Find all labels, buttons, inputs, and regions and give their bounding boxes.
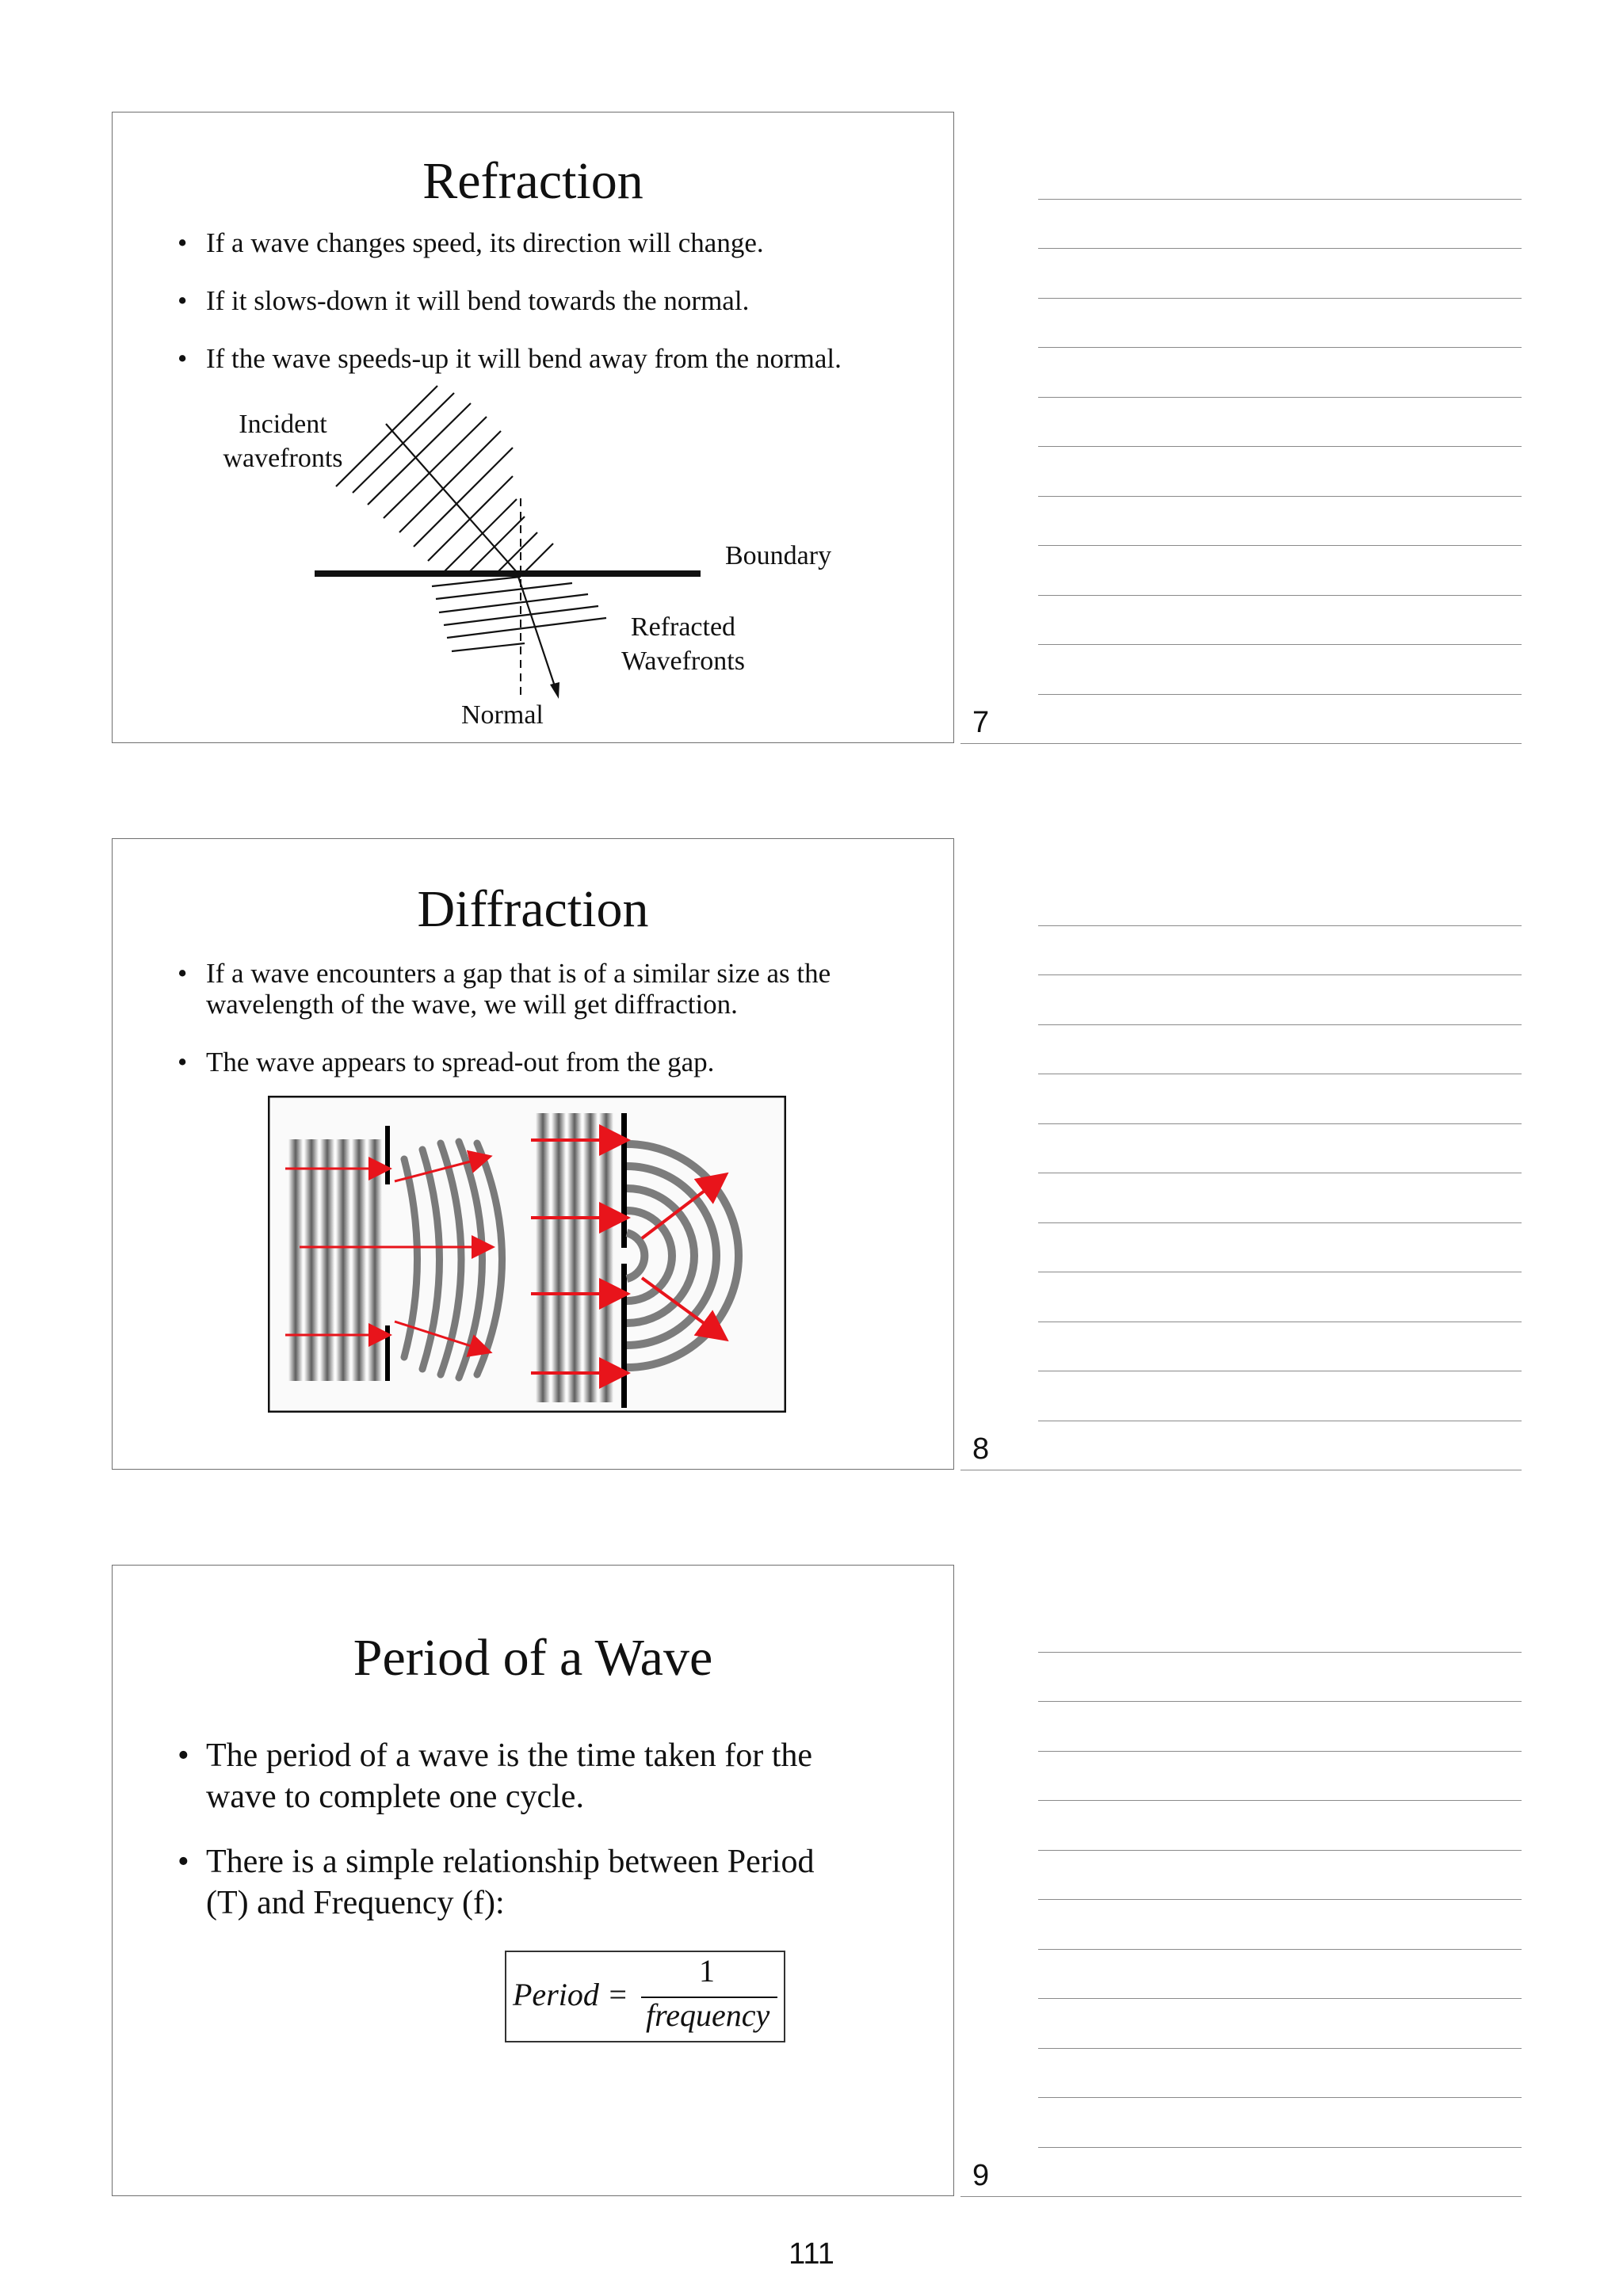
slide-title: Refraction xyxy=(422,152,643,210)
formula-numerator: 1 xyxy=(699,1953,715,1989)
bullet-list xyxy=(178,958,891,1104)
refracted-wavefronts xyxy=(432,577,606,651)
bullet-item: • The wave appears to spread-out from the gap. xyxy=(178,1047,891,1077)
bullet-item: • There is a simple relationship between Period (T) and Frequency (f): xyxy=(178,1841,827,1924)
page-number: 111 xyxy=(789,2237,834,2271)
formula-denominator: frequency xyxy=(646,1997,770,2033)
bullet-item: • The period of a wave is the time taken for the wave to complete one cycle. xyxy=(178,1735,827,1817)
boundary-label: Boundary xyxy=(725,541,832,570)
diffraction-diagram xyxy=(268,1096,786,1413)
incident-label: Incident wavefronts xyxy=(223,410,343,473)
formula-lhs: Period = xyxy=(513,1977,628,2012)
slide-number: 8 xyxy=(972,1432,990,1466)
slide-refraction xyxy=(112,112,954,743)
slide-diffraction xyxy=(112,838,954,1470)
slide-number: 9 xyxy=(972,2159,990,2192)
bullet-item: • If a wave changes speed, its direction will change. xyxy=(178,227,938,258)
period-formula xyxy=(505,1951,785,2042)
bullet-item: • If it slows-down it will bend towards the normal. xyxy=(178,285,938,316)
bullet-item: • If the wave speeds-up it will bend away from the normal. xyxy=(178,343,938,374)
bullet-item: • If a wave encounters a gap that is of a similar size as the wavelength of the wave, we will get diffraction. xyxy=(178,958,891,1020)
refracted-label: Refracted Wavefronts xyxy=(621,612,745,676)
slide-title: Diffraction xyxy=(417,880,649,938)
bullet-list xyxy=(178,1735,827,1947)
slide-title: Period of a Wave xyxy=(353,1629,713,1687)
slide-number: 7 xyxy=(972,706,990,739)
normal-label: Normal xyxy=(461,700,544,730)
plane-waves-right xyxy=(536,1113,613,1402)
slide-period xyxy=(112,1565,954,2196)
